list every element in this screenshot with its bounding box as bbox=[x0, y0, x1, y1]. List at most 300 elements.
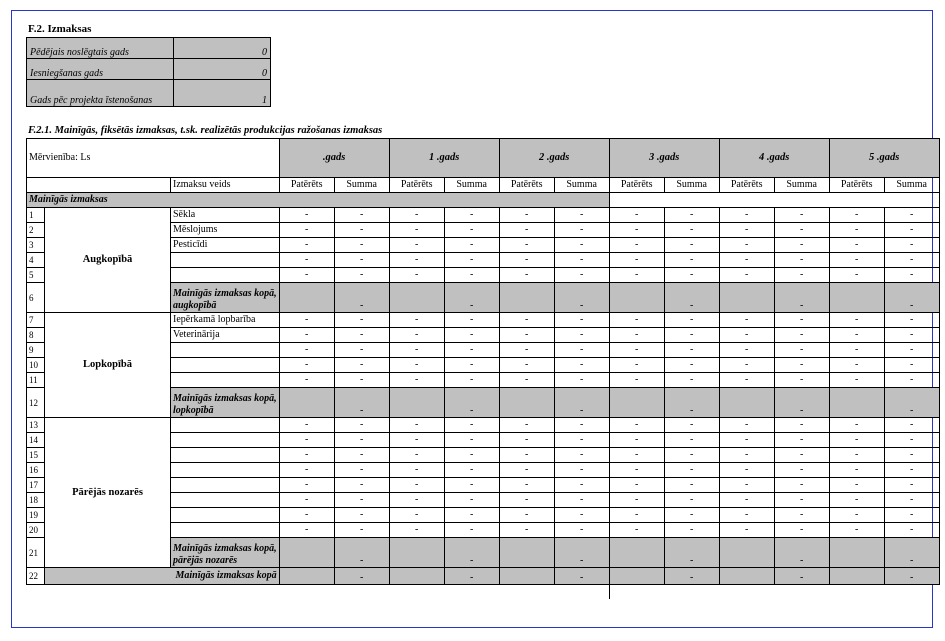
value-cell: - bbox=[499, 433, 554, 448]
total-row bbox=[27, 568, 940, 585]
value-cell: - bbox=[774, 538, 829, 568]
value-cell: - bbox=[334, 463, 389, 478]
consumed-header: Patērēts bbox=[499, 178, 554, 193]
value-cell: - bbox=[334, 538, 389, 568]
value-cell: - bbox=[334, 343, 389, 358]
value-cell: - bbox=[609, 433, 664, 448]
cost-item bbox=[171, 433, 280, 448]
value-cell: - bbox=[884, 433, 939, 448]
group-label: Augkopībā bbox=[45, 208, 171, 313]
value-cell: - bbox=[829, 418, 884, 433]
value-cell: - bbox=[664, 478, 719, 493]
value-cell: - bbox=[664, 433, 719, 448]
value-cell: - bbox=[664, 448, 719, 463]
value-cell: - bbox=[664, 328, 719, 343]
cost-item bbox=[171, 478, 280, 493]
value-cell: - bbox=[829, 373, 884, 388]
value-cell: - bbox=[279, 208, 334, 223]
blank-cell bbox=[27, 585, 610, 600]
value-cell: - bbox=[774, 478, 829, 493]
value-cell: - bbox=[774, 508, 829, 523]
costs-table bbox=[26, 138, 940, 599]
value-cell: - bbox=[444, 568, 499, 585]
value-cell: - bbox=[444, 343, 499, 358]
cost-item bbox=[171, 448, 280, 463]
value-cell: - bbox=[444, 493, 499, 508]
value-cell: - bbox=[774, 418, 829, 433]
value-cell: - bbox=[884, 313, 939, 328]
value-cell: - bbox=[554, 493, 609, 508]
value-cell: - bbox=[609, 358, 664, 373]
value-cell: - bbox=[884, 373, 939, 388]
sum-header: Summa bbox=[334, 178, 389, 193]
value-cell: - bbox=[719, 238, 774, 253]
value-cell: - bbox=[554, 448, 609, 463]
subtotal-label-line: Mainīgās izmaksas kopā, bbox=[173, 288, 277, 299]
summary-row bbox=[27, 38, 271, 59]
row-number: 20 bbox=[27, 523, 45, 538]
cost-item: Mēslojums bbox=[171, 223, 280, 238]
value-cell: - bbox=[444, 313, 499, 328]
value-cell: - bbox=[554, 418, 609, 433]
value-cell: - bbox=[664, 508, 719, 523]
row-number: 11 bbox=[27, 373, 45, 388]
value-cell: - bbox=[829, 448, 884, 463]
value-cell: - bbox=[554, 433, 609, 448]
value-cell: - bbox=[334, 328, 389, 343]
subsection-title: F.2.1. Mainīgās, fiksētās izmaksas, t.sk. realizētās produkcijas ražošanas izmaksas bbox=[28, 125, 383, 136]
value-cell: - bbox=[389, 358, 444, 373]
value-cell: - bbox=[884, 238, 939, 253]
value-cell: - bbox=[774, 433, 829, 448]
value-cell: - bbox=[334, 508, 389, 523]
value-cell: - bbox=[334, 478, 389, 493]
row-number: 22 bbox=[27, 568, 45, 585]
summary-row bbox=[27, 59, 271, 80]
group-label: Pārējās nozarēs bbox=[45, 418, 171, 568]
value-cell: - bbox=[774, 448, 829, 463]
value-cell: - bbox=[444, 388, 499, 418]
value-cell: - bbox=[279, 373, 334, 388]
value-cell: - bbox=[389, 313, 444, 328]
value-cell: - bbox=[719, 313, 774, 328]
value-cell: - bbox=[774, 208, 829, 223]
cost-item: Sēkla bbox=[171, 208, 280, 223]
value-cell: - bbox=[884, 253, 939, 268]
cost-item bbox=[171, 463, 280, 478]
value-cell: - bbox=[334, 388, 389, 418]
value-cell: - bbox=[334, 448, 389, 463]
value-cell: - bbox=[389, 418, 444, 433]
value-cell: - bbox=[554, 508, 609, 523]
value-cell: - bbox=[774, 388, 829, 418]
value-cell: - bbox=[884, 283, 939, 313]
value-cell: - bbox=[719, 463, 774, 478]
row-number: 13 bbox=[27, 418, 45, 433]
value-cell: - bbox=[279, 313, 334, 328]
value-cell: - bbox=[444, 448, 499, 463]
table-row bbox=[27, 418, 940, 433]
value-cell: - bbox=[279, 463, 334, 478]
blank-cell bbox=[609, 585, 939, 600]
variable-costs-label: Mainīgās izmaksas bbox=[27, 193, 610, 208]
value-cell: - bbox=[279, 253, 334, 268]
value-cell: - bbox=[884, 523, 939, 538]
row-number: 2 bbox=[27, 223, 45, 238]
value-cell: - bbox=[499, 223, 554, 238]
value-cell bbox=[719, 568, 774, 585]
value-cell: - bbox=[829, 463, 884, 478]
value-cell: - bbox=[884, 343, 939, 358]
cost-item bbox=[171, 253, 280, 268]
value-cell: - bbox=[609, 448, 664, 463]
subtotal-label-line: lopkopībā bbox=[173, 405, 214, 416]
value-cell: - bbox=[609, 523, 664, 538]
value-cell: - bbox=[389, 268, 444, 283]
value-cell: - bbox=[279, 448, 334, 463]
value-cell: - bbox=[664, 523, 719, 538]
value-cell: - bbox=[444, 418, 499, 433]
value-cell: - bbox=[664, 313, 719, 328]
value-cell bbox=[279, 283, 334, 313]
value-cell: - bbox=[499, 493, 554, 508]
value-cell: - bbox=[829, 328, 884, 343]
value-cell: - bbox=[279, 268, 334, 283]
value-cell: - bbox=[884, 568, 939, 585]
value-cell: - bbox=[829, 223, 884, 238]
value-cell: - bbox=[554, 478, 609, 493]
value-cell: - bbox=[609, 328, 664, 343]
value-cell: - bbox=[554, 208, 609, 223]
value-cell: - bbox=[444, 463, 499, 478]
value-cell bbox=[719, 388, 774, 418]
value-cell: - bbox=[389, 223, 444, 238]
consumed-header: Patērēts bbox=[609, 178, 664, 193]
value-cell: - bbox=[279, 508, 334, 523]
value-cell: - bbox=[664, 568, 719, 585]
value-cell: - bbox=[609, 253, 664, 268]
value-cell: - bbox=[884, 463, 939, 478]
value-cell: - bbox=[664, 268, 719, 283]
value-cell: - bbox=[664, 208, 719, 223]
value-cell: - bbox=[719, 253, 774, 268]
value-cell: - bbox=[279, 478, 334, 493]
value-cell: - bbox=[444, 223, 499, 238]
value-cell: - bbox=[719, 358, 774, 373]
subtotal-label-line: augkopībā bbox=[173, 300, 217, 311]
value-cell: - bbox=[499, 418, 554, 433]
value-cell: - bbox=[774, 343, 829, 358]
value-cell: - bbox=[609, 313, 664, 328]
value-cell: - bbox=[444, 538, 499, 568]
sum-header: Summa bbox=[664, 178, 719, 193]
value-cell: - bbox=[334, 358, 389, 373]
value-cell: - bbox=[884, 538, 939, 568]
cost-item bbox=[171, 358, 280, 373]
table-row bbox=[27, 208, 940, 223]
value-cell: - bbox=[719, 418, 774, 433]
value-cell: - bbox=[554, 568, 609, 585]
value-cell: - bbox=[499, 448, 554, 463]
value-cell: - bbox=[389, 433, 444, 448]
value-cell bbox=[719, 538, 774, 568]
cost-item: Veterinārija bbox=[171, 328, 280, 343]
value-cell: - bbox=[664, 373, 719, 388]
value-cell bbox=[829, 283, 884, 313]
row-number: 17 bbox=[27, 478, 45, 493]
value-cell: - bbox=[884, 358, 939, 373]
value-cell: - bbox=[774, 223, 829, 238]
value-cell: - bbox=[499, 358, 554, 373]
value-cell: - bbox=[664, 358, 719, 373]
subtotal-label-line: pārējās nozarēs bbox=[173, 555, 238, 566]
cost-item bbox=[171, 508, 280, 523]
value-cell: - bbox=[774, 313, 829, 328]
value-cell: - bbox=[554, 343, 609, 358]
value-cell: - bbox=[664, 388, 719, 418]
value-cell: - bbox=[884, 208, 939, 223]
row-number: 16 bbox=[27, 463, 45, 478]
value-cell: - bbox=[499, 238, 554, 253]
value-cell: - bbox=[719, 373, 774, 388]
value-cell bbox=[719, 283, 774, 313]
value-cell: - bbox=[279, 358, 334, 373]
value-cell: - bbox=[444, 523, 499, 538]
value-cell: - bbox=[609, 463, 664, 478]
cost-item: Iepērkamā lopbarība bbox=[171, 313, 280, 328]
value-cell bbox=[499, 283, 554, 313]
value-cell: - bbox=[829, 478, 884, 493]
value-cell: - bbox=[334, 223, 389, 238]
cost-item bbox=[171, 523, 280, 538]
year-header: 3 .gads bbox=[609, 139, 719, 178]
value-cell: - bbox=[389, 508, 444, 523]
value-cell: - bbox=[664, 283, 719, 313]
value-cell: - bbox=[499, 268, 554, 283]
value-cell: - bbox=[279, 343, 334, 358]
value-cell: - bbox=[334, 268, 389, 283]
value-cell: - bbox=[499, 343, 554, 358]
value-cell bbox=[279, 388, 334, 418]
value-cell: - bbox=[334, 418, 389, 433]
value-cell: - bbox=[444, 508, 499, 523]
value-cell: - bbox=[389, 253, 444, 268]
value-cell: - bbox=[444, 433, 499, 448]
value-cell: - bbox=[389, 478, 444, 493]
column-header-row bbox=[27, 178, 940, 193]
value-cell: - bbox=[389, 343, 444, 358]
value-cell bbox=[389, 568, 444, 585]
value-cell: - bbox=[609, 238, 664, 253]
value-cell: - bbox=[279, 238, 334, 253]
value-cell: - bbox=[279, 493, 334, 508]
value-cell bbox=[829, 568, 884, 585]
value-cell: - bbox=[719, 508, 774, 523]
cost-item: Pesticīdi bbox=[171, 238, 280, 253]
value-cell: - bbox=[334, 493, 389, 508]
summary-value: 0 bbox=[174, 59, 271, 80]
value-cell bbox=[499, 538, 554, 568]
value-cell: - bbox=[664, 343, 719, 358]
value-cell: - bbox=[829, 523, 884, 538]
value-cell: - bbox=[664, 538, 719, 568]
value-cell: - bbox=[774, 253, 829, 268]
value-cell: - bbox=[884, 508, 939, 523]
value-cell: - bbox=[719, 343, 774, 358]
value-cell: - bbox=[719, 268, 774, 283]
empty-row bbox=[27, 585, 940, 600]
row-number: 4 bbox=[27, 253, 45, 268]
value-cell: - bbox=[664, 463, 719, 478]
blank-cell bbox=[27, 178, 171, 193]
value-cell bbox=[609, 388, 664, 418]
value-cell: - bbox=[664, 238, 719, 253]
value-cell: - bbox=[334, 433, 389, 448]
sum-header: Summa bbox=[444, 178, 499, 193]
value-cell: - bbox=[609, 373, 664, 388]
value-cell: - bbox=[389, 463, 444, 478]
value-cell: - bbox=[884, 448, 939, 463]
consumed-header: Patērēts bbox=[389, 178, 444, 193]
value-cell: - bbox=[774, 463, 829, 478]
value-cell: - bbox=[389, 493, 444, 508]
value-cell: - bbox=[389, 208, 444, 223]
value-cell: - bbox=[829, 253, 884, 268]
subtotal-label bbox=[171, 388, 280, 418]
row-number: 7 bbox=[27, 313, 45, 328]
value-cell: - bbox=[554, 253, 609, 268]
value-cell: - bbox=[664, 223, 719, 238]
value-cell: - bbox=[334, 373, 389, 388]
value-cell: - bbox=[389, 523, 444, 538]
summary-value: 0 bbox=[174, 38, 271, 59]
subtotal-label-line: Mainīgās izmaksas kopā, bbox=[173, 543, 277, 554]
value-cell: - bbox=[389, 328, 444, 343]
value-cell: - bbox=[389, 448, 444, 463]
value-cell: - bbox=[774, 328, 829, 343]
value-cell: - bbox=[554, 523, 609, 538]
value-cell bbox=[499, 388, 554, 418]
value-cell: - bbox=[609, 223, 664, 238]
value-cell: - bbox=[499, 328, 554, 343]
row-number: 15 bbox=[27, 448, 45, 463]
row-number: 3 bbox=[27, 238, 45, 253]
sum-header: Summa bbox=[884, 178, 939, 193]
value-cell bbox=[389, 283, 444, 313]
value-cell: - bbox=[829, 493, 884, 508]
total-label: Mainīgās izmaksas kopā bbox=[45, 568, 280, 585]
value-cell: - bbox=[884, 478, 939, 493]
value-cell: - bbox=[774, 523, 829, 538]
value-cell bbox=[829, 538, 884, 568]
value-cell: - bbox=[609, 343, 664, 358]
consumed-header: Patērēts bbox=[829, 178, 884, 193]
value-cell: - bbox=[444, 208, 499, 223]
value-cell bbox=[829, 388, 884, 418]
value-cell: - bbox=[664, 253, 719, 268]
table-row bbox=[27, 313, 940, 328]
value-cell: - bbox=[829, 358, 884, 373]
value-cell: - bbox=[279, 418, 334, 433]
value-cell: - bbox=[719, 448, 774, 463]
row-number: 12 bbox=[27, 388, 45, 418]
row-number: 5 bbox=[27, 268, 45, 283]
value-cell: - bbox=[499, 208, 554, 223]
value-cell: - bbox=[664, 418, 719, 433]
value-cell: - bbox=[774, 238, 829, 253]
value-cell bbox=[389, 388, 444, 418]
value-cell: - bbox=[444, 283, 499, 313]
value-cell: - bbox=[554, 223, 609, 238]
value-cell: - bbox=[334, 208, 389, 223]
value-cell: - bbox=[499, 478, 554, 493]
row-number: 14 bbox=[27, 433, 45, 448]
year-header-row bbox=[27, 139, 940, 178]
value-cell bbox=[609, 538, 664, 568]
cost-item bbox=[171, 493, 280, 508]
value-cell bbox=[279, 568, 334, 585]
subtotal-label bbox=[171, 538, 280, 568]
summary-value: 1 bbox=[174, 80, 271, 107]
value-cell: - bbox=[554, 358, 609, 373]
value-cell: - bbox=[554, 538, 609, 568]
cost-item bbox=[171, 268, 280, 283]
value-cell: - bbox=[444, 328, 499, 343]
value-cell: - bbox=[609, 208, 664, 223]
value-cell: - bbox=[664, 493, 719, 508]
value-cell: - bbox=[719, 478, 774, 493]
value-cell: - bbox=[719, 223, 774, 238]
value-cell: - bbox=[774, 268, 829, 283]
value-cell bbox=[279, 538, 334, 568]
value-cell: - bbox=[609, 268, 664, 283]
value-cell: - bbox=[444, 358, 499, 373]
value-cell: - bbox=[774, 283, 829, 313]
value-cell: - bbox=[609, 478, 664, 493]
cost-item bbox=[171, 418, 280, 433]
value-cell: - bbox=[554, 373, 609, 388]
value-cell: - bbox=[334, 523, 389, 538]
variable-costs-row bbox=[27, 193, 940, 208]
value-cell bbox=[499, 568, 554, 585]
subtotal-label-line: Mainīgās izmaksas kopā, bbox=[173, 393, 277, 404]
value-cell bbox=[389, 538, 444, 568]
year-header: 4 .gads bbox=[719, 139, 829, 178]
value-cell: - bbox=[499, 253, 554, 268]
value-cell: - bbox=[829, 208, 884, 223]
value-cell: - bbox=[554, 283, 609, 313]
year-header: 2 .gads bbox=[499, 139, 609, 178]
summary-label: Gads pēc projekta īstenošanas bbox=[27, 80, 174, 107]
value-cell: - bbox=[719, 328, 774, 343]
value-cell: - bbox=[334, 313, 389, 328]
year-header: 1 .gads bbox=[389, 139, 499, 178]
row-number: 19 bbox=[27, 508, 45, 523]
value-cell: - bbox=[389, 238, 444, 253]
value-cell: - bbox=[719, 523, 774, 538]
value-cell: - bbox=[499, 508, 554, 523]
value-cell: - bbox=[829, 508, 884, 523]
value-cell: - bbox=[829, 238, 884, 253]
value-cell: - bbox=[554, 463, 609, 478]
unit-label: Mērvienība: Ls bbox=[27, 139, 280, 178]
value-cell: - bbox=[499, 313, 554, 328]
section-title: F.2. Izmaksas bbox=[28, 23, 92, 35]
value-cell: - bbox=[719, 433, 774, 448]
row-number: 6 bbox=[27, 283, 45, 313]
value-cell: - bbox=[444, 373, 499, 388]
value-cell: - bbox=[444, 238, 499, 253]
